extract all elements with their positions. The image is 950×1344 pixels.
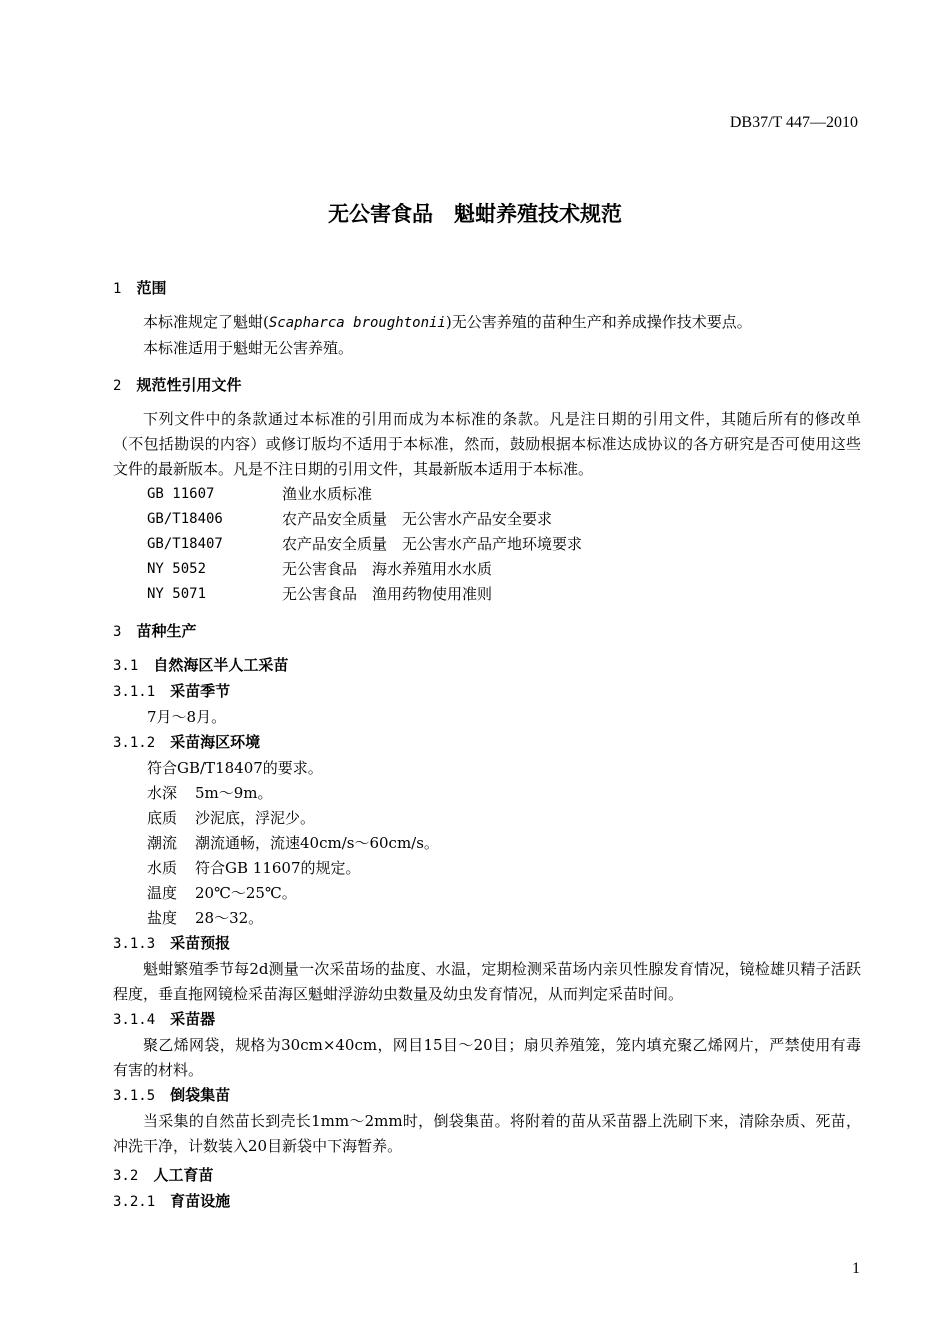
section-title: 采苗预报 xyxy=(170,934,231,952)
section-3-2-heading xyxy=(113,1163,861,1189)
paragraph: 符合GB/T18407的要求。 xyxy=(147,759,323,777)
reference-code: GB/T18407 xyxy=(147,536,223,552)
paragraph: 7月～8月。 xyxy=(147,708,227,726)
section-number: 3.1.5 xyxy=(113,1088,156,1104)
section-3-1-4-heading xyxy=(113,1007,861,1033)
item-key: 温度 xyxy=(147,884,178,902)
reference-code: NY 5052 xyxy=(147,561,207,577)
reference-name: 农产品安全质量 无公害水产品安全要求 xyxy=(282,510,553,528)
item-value: 28～32。 xyxy=(195,909,264,927)
item-key: 盐度 xyxy=(147,909,178,927)
paragraph: 本标准适用于魁蚶无公害养殖。 xyxy=(143,339,354,357)
section-title: 自然海区半人工采苗 xyxy=(153,656,289,674)
section-title: 采苗季节 xyxy=(170,682,231,700)
item-value: 5m～9m。 xyxy=(195,784,273,802)
item-value: 潮流通畅，流速40cm/s～60cm/s。 xyxy=(195,834,439,852)
section-number: 1 xyxy=(113,281,122,297)
section-2-heading xyxy=(113,373,861,399)
section-title: 人工育苗 xyxy=(153,1166,214,1184)
section-title: 育苗设施 xyxy=(170,1192,231,1210)
section-number: 3 xyxy=(113,624,122,640)
standard-code: DB37/T 447—2010 xyxy=(729,114,858,131)
section-title: 苗种生产 xyxy=(136,622,197,640)
environment-item xyxy=(113,881,861,906)
section-3-1-heading xyxy=(113,653,861,679)
reference-name: 渔业水质标准 xyxy=(282,485,373,503)
environment-item xyxy=(113,856,861,881)
paragraph: 聚乙烯网袋，规格为30cm×40cm，网目15目～20目；扇贝养殖笼，笼内填充聚乙烯网片，严禁使用有毒有害的材料。 xyxy=(113,1036,861,1079)
section-title: 采苗器 xyxy=(170,1010,216,1028)
section-1-heading xyxy=(113,276,861,302)
section-number: 3.2 xyxy=(113,1168,139,1184)
section-title: 倒袋集苗 xyxy=(170,1086,231,1104)
reference-code: NY 5071 xyxy=(147,586,207,602)
section-number: 3.1.1 xyxy=(113,684,156,700)
item-key: 潮流 xyxy=(147,834,178,852)
section-3-1-3-heading xyxy=(113,931,861,957)
item-key: 底质 xyxy=(147,809,178,827)
item-value: 符合GB 11607的规定。 xyxy=(195,859,361,877)
section-number: 3.1 xyxy=(113,658,139,674)
text-run: 本标准规定了魁蚶( xyxy=(143,313,269,331)
section-3-1-5-heading xyxy=(113,1083,861,1109)
reference-name: 无公害食品 渔用药物使用准则 xyxy=(282,585,493,603)
document-body xyxy=(113,276,861,1215)
text-run: )无公害养殖的苗种生产和养成操作技术要点。 xyxy=(445,313,752,331)
paragraph: 当采集的自然苗长到壳长1mm～2mm时，倒袋集苗。将附着的苗从采苗器上洗刷下来，清除杂质、死苗，冲洗干净，计数装入20目新袋中下海暂养。 xyxy=(113,1112,861,1155)
environment-item xyxy=(113,781,861,806)
item-value: 沙泥底，浮泥少。 xyxy=(195,809,316,827)
reference-name: 农产品安全质量 无公害水产品产地环境要求 xyxy=(282,535,583,553)
paragraph xyxy=(113,310,861,336)
section-number: 2 xyxy=(113,378,122,394)
reference-list xyxy=(113,482,861,607)
reference-item xyxy=(113,582,861,607)
item-value: 20℃～25℃。 xyxy=(195,884,297,902)
item-key: 水深 xyxy=(147,784,178,802)
reference-code: GB 11607 xyxy=(147,486,215,502)
section-title: 采苗海区环境 xyxy=(170,733,261,751)
item-key: 水质 xyxy=(147,859,178,877)
section-number: 3.1.3 xyxy=(113,936,156,952)
section-title: 范围 xyxy=(136,279,167,297)
section-title: 规范性引用文件 xyxy=(136,376,242,394)
reference-code: GB/T18406 xyxy=(147,511,223,527)
environment-item xyxy=(113,806,861,831)
reference-item xyxy=(113,482,861,507)
paragraph: 下列文件中的条款通过本标准的引用而成为本标准的条款。凡是注日期的引用文件，其随后所有的修改单（不包括勘误的内容）或修订版均不适用于本标准，然而，鼓励根据本标准达成协议的各方研究是否可使用这些文件的最新版本。凡是不注日期的引用文件，其最新版本适用于本标准。 xyxy=(113,410,861,478)
section-number: 3.1.2 xyxy=(113,735,156,751)
section-number: 3.1.4 xyxy=(113,1012,156,1028)
reference-item xyxy=(113,557,861,582)
page-number: 1 xyxy=(852,1260,860,1277)
reference-item xyxy=(113,532,861,557)
section-3-2-1-heading xyxy=(113,1189,861,1215)
section-3-1-1-heading xyxy=(113,679,861,705)
section-number: 3.2.1 xyxy=(113,1194,156,1210)
latin-name: Scapharca broughtonii xyxy=(268,315,446,331)
environment-item xyxy=(113,831,861,856)
document-title: 无公害食品 魁蚶养殖技术规范 xyxy=(328,202,622,226)
section-3-heading xyxy=(113,619,861,645)
paragraph: 魁蚶繁殖季节每2d测量一次采苗场的盐度、水温，定期检测采苗场内亲贝性腺发育情况，镜检雄贝精子活跃程度，垂直拖网镜检采苗海区魁蚶浮游幼虫数量及幼虫发育情况，从而判定采苗时间。 xyxy=(113,960,861,1003)
section-3-1-2-heading xyxy=(113,730,861,756)
reference-item xyxy=(113,507,861,532)
reference-name: 无公害食品 海水养殖用水水质 xyxy=(282,560,493,578)
environment-item xyxy=(113,906,861,931)
